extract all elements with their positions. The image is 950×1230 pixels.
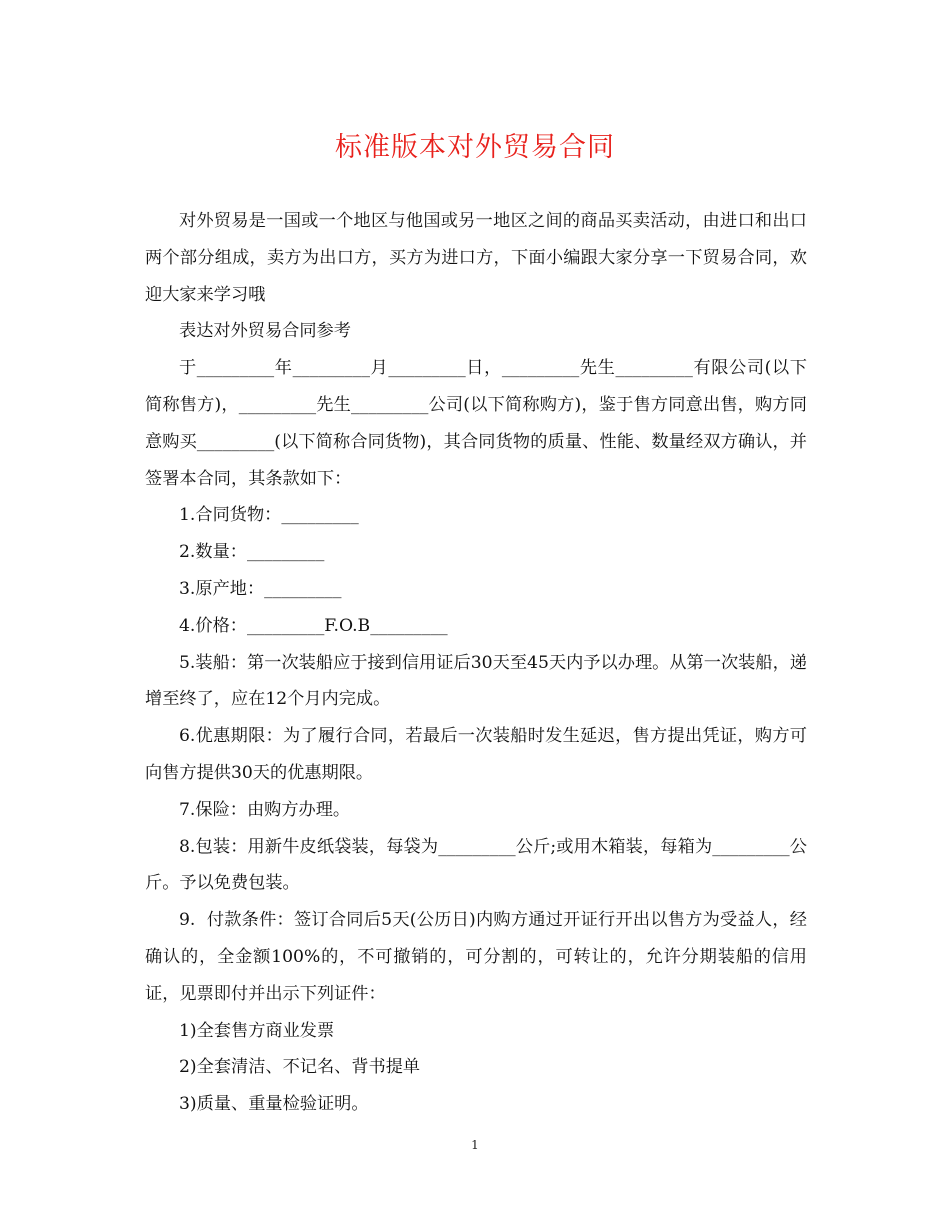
clause-goods: 1.合同货物：_________: [179, 505, 359, 526]
clause-quantity: 2.数量：_________: [179, 542, 325, 563]
clause-price: 4.价格：_________F.O.B_________: [179, 615, 448, 636]
document-body: [145, 203, 807, 1123]
document-item-inspection-certificate: 3)质量、重量检验证明。: [179, 1094, 369, 1115]
document-item-invoice: 1)全套售方商业发票: [179, 1020, 335, 1041]
parties-paragraph: 于_________年_________月_________日，_________先生_________有限公司(以下简称售方)，_________先生_________公司(以下简称购方)，鉴于售方同意出售，购方同意购买_________(以下简称合同货物)，其合同货物的质量、性能、数量经双方确认，并签署本合同，其条款如下：: [145, 358, 807, 489]
page-number: 1: [471, 1138, 479, 1152]
document-item-bill-of-lading: 2)全套清洁、不记名、背书提单: [179, 1057, 421, 1078]
clause-packing: 8.包装：用新牛皮纸袋装，每袋为_________公斤;或用木箱装，每箱为_________公斤。予以免费包装。: [145, 836, 807, 894]
clause-grace-period: 6.优惠期限：为了履行合同，若最后一次装船时发生延迟，售方提出凭证，购方可向售方提供30天的优惠期限。: [145, 726, 807, 783]
clause-shipment: 5.装船：第一次装船应于接到信用证后30天至45天内予以办理。从第一次装船，递增至终了，应在12个月内完成。: [145, 652, 807, 710]
clause-payment: 9. 付款条件：签订合同后5天(公历日)内购方通过开证行开出以售方为受益人，经确认的，全金额100%的，不可撤销的，可分割的，可转让的，允许分期装船的信用证，见票即付并出示下列证件：: [145, 910, 807, 1004]
reference-heading: 表达对外贸易合同参考: [179, 321, 351, 342]
intro-paragraph: 对外贸易是一国或一个地区与他国或另一地区之间的商品买卖活动，由进口和出口两个部分组成，卖方为出口方，买方为进口方，下面小编跟大家分享一下贸易合同，欢迎大家来学习哦: [145, 211, 807, 305]
clause-insurance: 7.保险：由购方办理。: [179, 799, 351, 820]
document-title: 标准版本对外贸易合同: [335, 132, 615, 163]
clause-origin: 3.原产地：_________: [179, 578, 342, 599]
